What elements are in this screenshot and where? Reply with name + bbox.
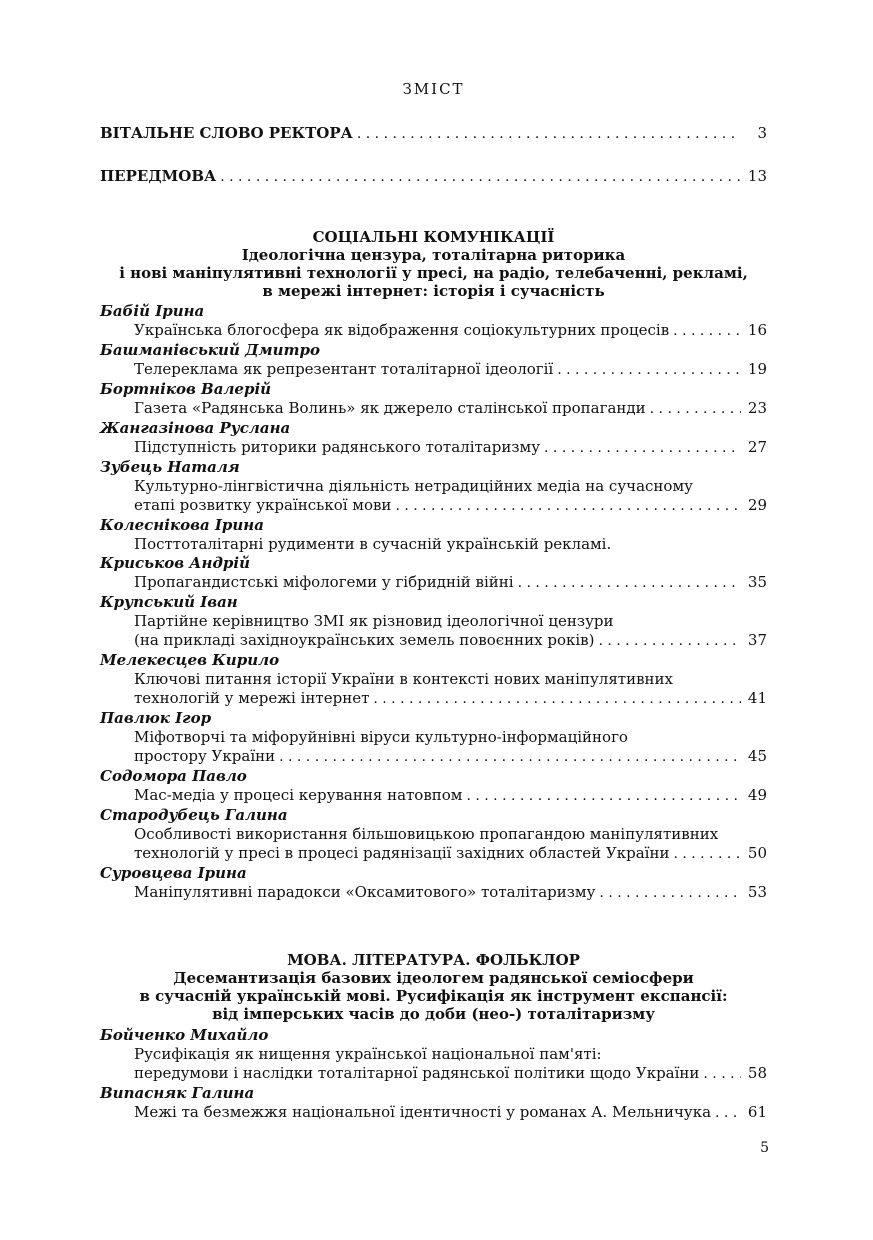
leader-dots — [220, 169, 741, 185]
leader-dots — [279, 748, 741, 767]
toc-entry-line — [100, 612, 767, 631]
toc-entry-title: Посттоталітарні рудименти в сучасній українській рекламі. — [134, 535, 612, 553]
toc-entry-author: Криськов Андрій — [100, 554, 250, 572]
leader-dots — [544, 439, 741, 458]
toc-entry-author: Крупський Іван — [100, 593, 238, 611]
toc-entry-line — [100, 360, 767, 380]
toc-intro-row — [100, 167, 767, 185]
toc-page-number: 13 — [747, 167, 767, 185]
toc-entry — [100, 1084, 767, 1123]
toc-page-number: 45 — [747, 747, 767, 765]
toc-entry-line — [100, 399, 767, 419]
leader-dots — [673, 845, 741, 864]
page-number: 5 — [760, 1140, 769, 1156]
toc-entry-author: Бабій Ірина — [100, 302, 205, 320]
section-heading-social — [100, 228, 767, 300]
toc-page-number: 37 — [747, 631, 767, 649]
toc-entry-author: Стародубець Галина — [100, 806, 288, 824]
toc-entry-line — [100, 728, 767, 747]
toc-entry-line — [100, 883, 767, 903]
toc-entry — [100, 864, 767, 903]
toc-entry — [100, 302, 767, 341]
toc-page-number: 50 — [747, 844, 767, 862]
toc-entry-title: технологій у мережі інтернет — [134, 689, 370, 707]
toc-entry-title: Газета «Радянська Волинь» як джерело сталінської пропаганди — [134, 399, 646, 417]
toc-entry — [100, 709, 767, 767]
toc-entry-line — [100, 1064, 767, 1084]
toc-entry-line — [100, 786, 767, 806]
toc-page-number: 29 — [747, 496, 767, 514]
toc-entry-title: передумови і наслідки тоталітарної радянської політики щодо України — [134, 1064, 700, 1082]
toc-entry — [100, 419, 767, 458]
toc-entry-title: Маніпулятивні парадокси «Оксамитового» тоталітаризму — [134, 883, 596, 901]
section-entries-social — [100, 302, 767, 903]
toc-entry — [100, 651, 767, 709]
toc-entry — [100, 767, 767, 806]
leader-dots — [466, 787, 741, 806]
toc-page-number: 58 — [747, 1064, 767, 1082]
toc-page-number: 49 — [747, 786, 767, 804]
toc-page-number: 61 — [747, 1103, 767, 1121]
toc-entry-title: Телереклама як репрезентант тоталітарної ідеології — [134, 360, 554, 378]
leader-dots — [518, 574, 741, 593]
toc-entry-title: Партійне керівництво ЗМІ як різновид ідеологічної цензури — [134, 612, 614, 630]
leader-dots — [373, 690, 741, 709]
toc-entry — [100, 516, 767, 554]
toc-intro-label: ПЕРЕДМОВА — [100, 167, 217, 185]
toc-entry-title: Українська блогосфера як відображення соціокультурних процесів — [134, 321, 670, 339]
leader-dots — [703, 1065, 741, 1084]
toc-page-number: 35 — [747, 573, 767, 591]
toc-entry-title: Русифікація як нищення української національної пам'яті: — [134, 1045, 602, 1063]
toc-entry-author: Випасняк Галина — [100, 1084, 255, 1102]
toc-entry-title: Особливості використання більшовицькою пропагандою маніпулятивних — [134, 825, 719, 843]
toc-entry-author: Бортніков Валерій — [100, 380, 272, 398]
toc-page-number: 53 — [747, 883, 767, 901]
toc-entry-title: Межі та безмежжя національної ідентичності у романах А. Мельничука — [134, 1103, 712, 1121]
toc-entry-author: Зубець Наталя — [100, 458, 240, 476]
toc-entry-author: Павлюк Ігор — [100, 709, 212, 727]
section-heading-line: МОВА. ЛІТЕРАТУРА. ФОЛЬКЛОР — [287, 951, 580, 969]
toc-entry-line — [100, 477, 767, 496]
toc-entry-line — [100, 844, 767, 864]
toc-entry-line — [100, 496, 767, 516]
leader-dots — [557, 361, 741, 380]
toc-page-number: 3 — [757, 124, 767, 142]
toc-entry-line — [100, 689, 767, 709]
toc-entry — [100, 593, 767, 651]
toc-entry-line — [100, 747, 767, 767]
toc-intro-row — [100, 124, 767, 142]
leader-dots — [673, 322, 741, 341]
toc-entry-line — [100, 321, 767, 341]
toc-entry-title: Пропагандистські міфологеми у гібридній війні — [134, 573, 514, 591]
toc-entry — [100, 341, 767, 380]
leader-dots — [598, 632, 741, 651]
toc-page-number: 19 — [747, 360, 767, 378]
leader-dots — [650, 400, 741, 419]
section-heading-line: Десемантизація базових ідеологем радянської семіосфери — [173, 969, 694, 987]
toc-page-number: 27 — [747, 438, 767, 456]
toc-entry-title: Мас-медіа у процесі керування натовпом — [134, 786, 463, 804]
toc-entry-title: Ключові питання історії України в контексті нових маніпулятивних — [134, 670, 673, 688]
toc-entry-title: Міфотворчі та міфоруйнівні віруси культурно-інформаційного — [134, 728, 628, 746]
toc-entry — [100, 380, 767, 419]
toc-entry — [100, 458, 767, 516]
section-entries-language — [100, 1026, 767, 1123]
toc-entry-author: Мелекесцев Кирило — [100, 651, 280, 669]
toc-intro-label: ВІТАЛЬНЕ СЛОВО РЕКТОРА — [100, 124, 353, 142]
toc-entry-line — [100, 1045, 767, 1064]
leader-dots — [357, 126, 741, 142]
toc-entry-title: Культурно-лінгвістична діяльність нетрадиційних медіа на сучасному — [134, 477, 693, 495]
toc-entry-author: Колеснікова Ірина — [100, 516, 264, 534]
section-heading-line: і нові маніпулятивні технології у пресі, на радіо, телебаченні, рекламі, — [119, 264, 748, 282]
toc-entry-line — [100, 438, 767, 458]
leader-dots — [599, 884, 741, 903]
toc-entry — [100, 1026, 767, 1084]
toc-entry-author: Бойченко Михайло — [100, 1026, 269, 1044]
section-heading-line: від імперських часів до доби (нео-) тоталітаризму — [212, 1005, 655, 1023]
toc-entry — [100, 806, 767, 864]
toc-entry — [100, 554, 767, 593]
leader-dots — [395, 497, 741, 516]
toc-entry-author: Башманівський Дмитро — [100, 341, 320, 359]
toc-entry-title: (на прикладі західноукраїнських земель повоєнних років) — [134, 631, 595, 649]
toc-entry-title: простору України — [134, 747, 276, 765]
toc-entry-line — [100, 535, 767, 554]
section-heading-line: СОЦІАЛЬНІ КОМУНІКАЦІЇ — [312, 228, 555, 246]
toc-entry-author: Суровцева Ірина — [100, 864, 247, 882]
toc-entry-author: Содомора Павло — [100, 767, 247, 785]
toc-page-number: 23 — [747, 399, 767, 417]
toc-entry-line — [100, 631, 767, 651]
toc-entry-title: Підступність риторики радянського тоталітаризму — [134, 438, 541, 456]
toc-page-number: 16 — [747, 321, 767, 339]
page-title: ЗМІСТ — [402, 80, 465, 98]
section-heading-line: Ідеологічна цензура, тоталітарна риторика — [241, 246, 626, 264]
toc-entry-line — [100, 670, 767, 689]
toc-entry-author: Жангазінова Руслана — [100, 419, 291, 437]
toc-entry-line — [100, 825, 767, 844]
section-heading-language — [100, 951, 767, 1023]
toc-entry-title: етапі розвитку української мови — [134, 496, 392, 514]
section-heading-line: в сучасній українській мові. Русифікація як інструмент експансії: — [139, 987, 728, 1005]
toc-entry-title: технологій у пресі в процесі радянізації західних областей України — [134, 844, 670, 862]
leader-dots — [715, 1104, 741, 1123]
toc-entry-line — [100, 573, 767, 593]
section-heading-line: в мережі інтернет: історія і сучасність — [262, 282, 605, 300]
toc-page-number: 41 — [747, 689, 767, 707]
toc-entry-line — [100, 1103, 767, 1123]
